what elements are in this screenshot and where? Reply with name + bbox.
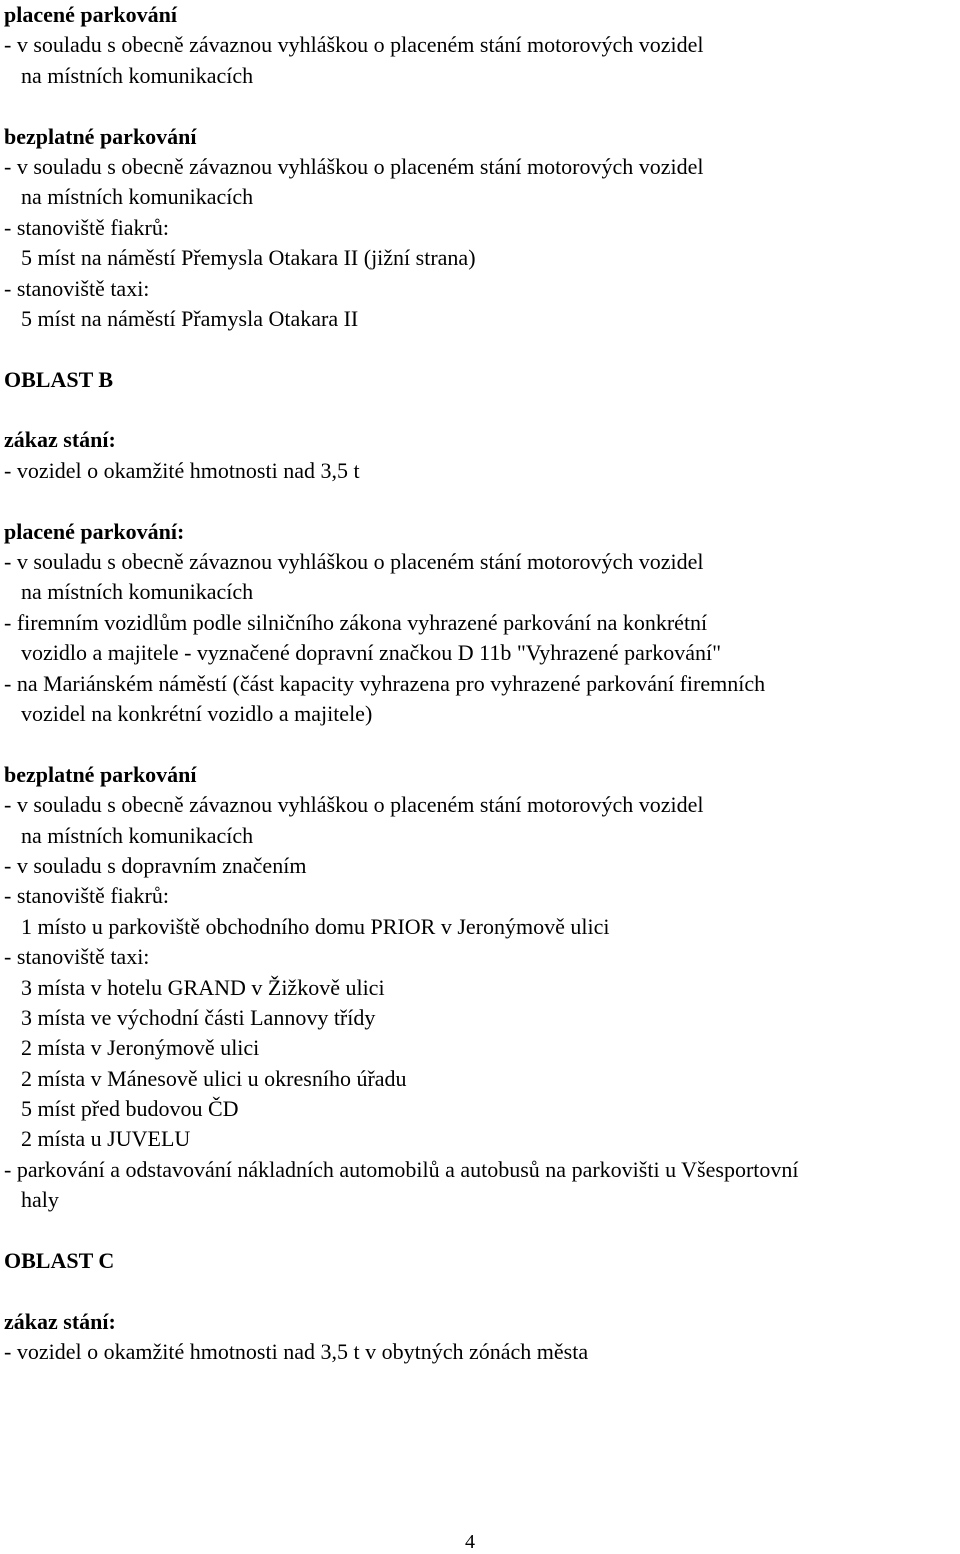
section-c-title: OBLAST C <box>4 1248 115 1274</box>
free-parking-item-b-6: - stanoviště taxi: <box>4 944 150 970</box>
spacer <box>4 1276 956 1306</box>
spacer <box>4 486 956 516</box>
no-stopping-heading-b: zákaz stání: <box>4 427 116 453</box>
no-stopping-item-c-1: - vozidel o okamžité hmotnosti nad 3,5 t v obytných zónách města <box>4 1339 589 1365</box>
spacer <box>4 91 956 121</box>
free-parking-item-b-7: 3 místa v hotelu GRAND v Žižkově ulici <box>21 974 385 1000</box>
free-parking-item-a-1: - v souladu s obecně závaznou vyhláškou o placeném stání motorových vozidel <box>4 153 704 179</box>
paid-parking-item-b-2: na místních komunikacích <box>21 579 254 605</box>
free-parking-item-b-13: - parkování a odstavování nákladních automobilů a autobusů na parkovišti u Všesportovní <box>4 1156 799 1182</box>
free-parking-item-b-2: na místních komunikacích <box>21 822 254 848</box>
paid-parking-item-b-5: - na Mariánském náměstí (část kapacity vyhrazena pro vyhrazené parkování firemních <box>4 670 766 696</box>
section-b-title: OBLAST B <box>4 366 114 392</box>
free-parking-item-b-8: 3 místa ve východní části Lannovy třídy <box>21 1004 376 1030</box>
free-parking-item-b-9: 2 místa v Jeronýmově ulici <box>21 1035 260 1061</box>
free-parking-item-a-3: - stanoviště fiakrů: <box>4 214 169 240</box>
free-parking-item-a-6: 5 míst na náměstí Přamysla Otakara II <box>21 305 359 331</box>
free-parking-item-b-14: haly <box>21 1187 59 1213</box>
paid-parking-item-a-2: na místních komunikacích <box>21 62 254 88</box>
spacer <box>4 729 956 759</box>
free-parking-item-a-5: - stanoviště taxi: <box>4 275 150 301</box>
paid-parking-item-a-1: - v souladu s obecně závaznou vyhláškou o placeném stání motorových vozidel <box>4 32 704 58</box>
free-parking-item-a-2: na místních komunikacích <box>21 184 254 210</box>
spacer <box>4 1216 956 1246</box>
paid-parking-item-b-4: vozidlo a majitele - vyznačené dopravní značkou D 11b "Vyhrazené parkování" <box>21 640 722 666</box>
page-number: 4 <box>465 1531 475 1553</box>
free-parking-item-b-11: 5 míst před budovou ČD <box>21 1096 239 1122</box>
paid-parking-item-b-1: - v souladu s obecně závaznou vyhláškou o placeném stání motorových vozidel <box>4 549 704 575</box>
free-parking-item-b-1: - v souladu s obecně závaznou vyhláškou o placeném stání motorových vozidel <box>4 792 704 818</box>
spacer <box>4 395 956 425</box>
free-parking-item-b-12: 2 místa u JUVELU <box>21 1126 191 1152</box>
free-parking-item-b-5: 1 místo u parkoviště obchodního domu PRIOR v Jeronýmově ulici <box>21 913 610 939</box>
no-stopping-heading-c: zákaz stání: <box>4 1308 116 1334</box>
free-parking-item-b-4: - stanoviště fiakrů: <box>4 883 169 909</box>
free-parking-item-b-10: 2 místa v Mánesově ulici u okresního úřadu <box>21 1065 407 1091</box>
free-parking-item-a-4: 5 míst na náměstí Přemysla Otakara II (jižní strana) <box>21 245 476 271</box>
paid-parking-item-b-3: - firemním vozidlům podle silničního zákona vyhrazené parkování na konkrétní <box>4 609 708 635</box>
paid-parking-heading-a: placené parkování <box>4 2 177 27</box>
paid-parking-item-b-6: vozidel na konkrétní vozidlo a majitele) <box>21 700 373 726</box>
document-body <box>4 0 956 1368</box>
free-parking-item-b-3: - v souladu s dopravním značením <box>4 852 307 878</box>
paid-parking-heading-b: placené parkování: <box>4 518 185 544</box>
no-stopping-item-b-1: - vozidel o okamžité hmotnosti nad 3,5 t <box>4 457 360 483</box>
spacer <box>4 334 956 364</box>
free-parking-heading-a: bezplatné parkování <box>4 123 197 149</box>
free-parking-heading-b: bezplatné parkování <box>4 761 197 787</box>
